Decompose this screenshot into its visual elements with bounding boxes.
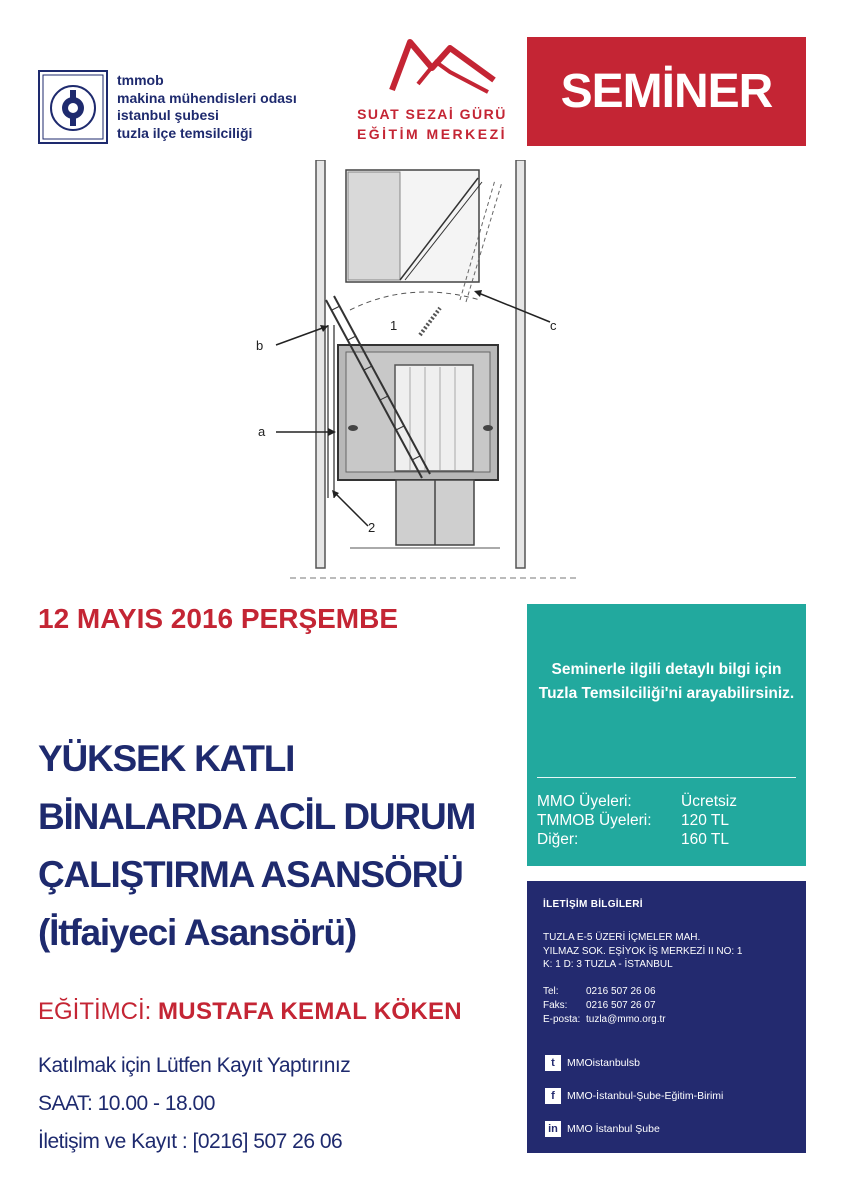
tmmob-mmo-logo <box>38 70 108 144</box>
linkedin-icon: in <box>545 1121 561 1137</box>
contact-box <box>527 881 806 1153</box>
phone-label: Tel: <box>543 986 559 997</box>
fee-value: 120 TL <box>681 812 729 829</box>
org-line: makina mühendisleri odası <box>117 89 297 106</box>
training-center-logo-mark <box>388 38 498 94</box>
address-line: TUZLA E-5 ÜZERİ İÇMELER MAH. <box>543 932 701 943</box>
seminar-title <box>38 730 475 962</box>
fax-label: Faks: <box>543 1000 568 1011</box>
fee-value: Ücretsiz <box>681 793 737 810</box>
registration-contact: İletişim ve Kayıt : [0216] 507 26 06 <box>38 1130 343 1153</box>
email-label: E-posta: <box>543 1014 581 1025</box>
trainer <box>38 998 462 1026</box>
diagram-label-1: 1 <box>390 318 398 333</box>
fee-label: MMO Üyeleri: <box>537 793 632 810</box>
shaft-wall-left <box>316 160 325 568</box>
social-links <box>545 1055 723 1154</box>
fee-table <box>537 792 737 849</box>
divider <box>537 777 796 778</box>
diagram-label-2: 2 <box>368 520 376 535</box>
fee-row <box>537 811 737 830</box>
fee-row <box>537 830 737 849</box>
phone-row <box>543 985 666 999</box>
address-line: YILMAZ SOK. EŞİYOK İŞ MERKEZİ II NO: 1 <box>543 945 743 957</box>
email-link[interactable]: tuzla@mmo.org.tr <box>586 1014 666 1025</box>
trainer-name: MUSTAFA KEMAL KÖKEN <box>158 998 462 1025</box>
diagram-label-a: a <box>258 424 266 439</box>
seminar-badge: SEMİNER <box>527 37 806 146</box>
org-line: istanbul şubesi <box>117 107 219 123</box>
event-date: 12 MAYIS 2016 PERŞEMBE <box>38 603 399 634</box>
phone-list <box>543 985 666 1027</box>
fax-row <box>543 999 666 1013</box>
info-note: Seminerle ilgili detaylı bilgi için Tuzla Temsilciliği'ni arayabilirsiniz. <box>538 661 795 702</box>
fax-value: 0216 507 26 07 <box>586 1000 656 1011</box>
fee-value: 160 TL <box>681 831 729 848</box>
facebook-link[interactable] <box>545 1088 723 1104</box>
elevator-diagram <box>250 160 595 585</box>
trainer-label: EĞİTİMCİ: <box>38 998 152 1025</box>
title-line: (İtfaiyeci Asansörü) <box>38 912 356 953</box>
shaft-wall-right <box>516 160 525 568</box>
org-name <box>117 72 297 142</box>
address-line: K: 1 D: 3 TUZLA - İSTANBUL <box>543 959 673 970</box>
linkedin-page: MMO İstanbul Şube <box>567 1123 660 1135</box>
fee-label: TMMOB Üyeleri: <box>537 812 652 829</box>
linkedin-link[interactable] <box>545 1121 723 1137</box>
diagram-label-b: b <box>256 338 264 353</box>
twitter-icon: t <box>545 1055 561 1071</box>
twitter-link[interactable] <box>545 1055 723 1071</box>
event-time: SAAT: 10.00 - 18.00 <box>38 1092 215 1115</box>
training-center-name: SUAT SEZAİ GÜRÜ <box>357 106 507 122</box>
address <box>543 931 743 972</box>
title-line: YÜKSEK KATLI <box>38 738 295 779</box>
facebook-page: MMO-İstanbul-Şube-Eğitim-Birimi <box>567 1090 724 1102</box>
facebook-icon: f <box>545 1088 561 1104</box>
title-line: BİNALARDA ACİL DURUM <box>38 796 476 837</box>
info-box <box>527 604 806 866</box>
title-line: ÇALIŞTIRMA ASANSÖRÜ <box>38 854 463 895</box>
fee-row <box>537 792 737 811</box>
org-line: tuzla ilçe temsilciliği <box>117 124 253 141</box>
training-center-subtitle: EĞİTİM MERKEZİ <box>356 126 508 142</box>
fee-label: Diğer: <box>537 831 579 848</box>
phone-value: 0216 507 26 06 <box>586 986 656 997</box>
email-row <box>543 1013 666 1027</box>
org-line: tmmob <box>117 72 164 88</box>
diagram-label-c: c <box>550 318 557 333</box>
registration-note: Katılmak için Lütfen Kayıt Yaptırınız <box>38 1054 351 1077</box>
twitter-handle: MMOistanbulsb <box>567 1057 640 1069</box>
contact-title: İLETİŞİM BİLGİLERİ <box>543 899 643 910</box>
